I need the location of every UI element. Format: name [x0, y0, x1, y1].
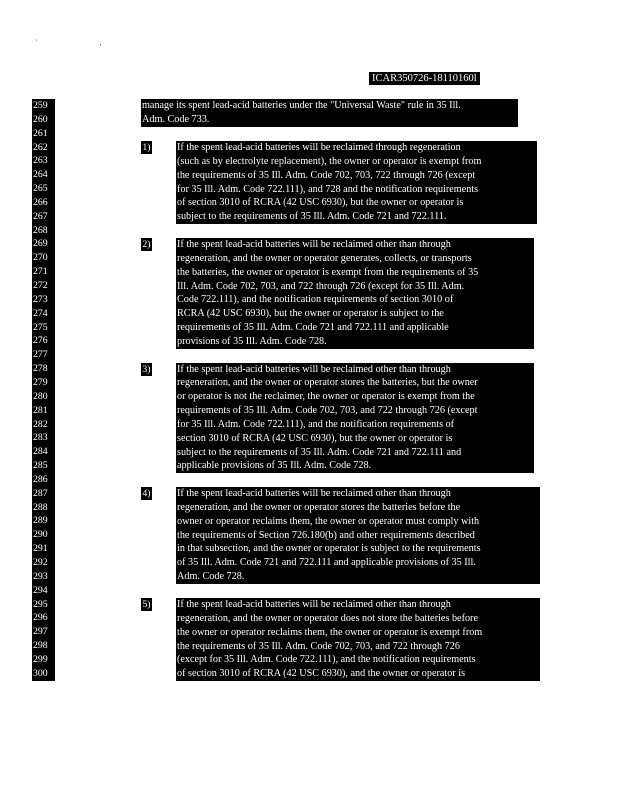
- text-line: for 35 Ill. Adm. Code 722.111), and 728 and the notification requirements: [177, 183, 479, 195]
- line-number: 259: [33, 100, 48, 111]
- line-number: 296: [33, 612, 48, 624]
- text-line: requirements of 35 Ill. Adm. Code 702, 703, and 722 through 726 (except: [177, 405, 478, 417]
- text-line: of section 3010 of RCRA (42 USC 6930), and the owner or operator is: [177, 668, 466, 680]
- line-number: 272: [33, 279, 48, 291]
- text-line: section 3010 of RCRA (42 USC 6930), but the owner or operator is: [177, 432, 453, 444]
- text-line: subject to the requirements of 35 Ill. Adm. Code 721 and 722.111 and: [177, 446, 462, 458]
- line-number: 295: [33, 598, 48, 610]
- text-line: provisions of 35 Ill. Adm. Code 728.: [177, 335, 327, 347]
- text-line: requirements of 35 Ill. Adm. Code 721 and 722.111 and applicable: [177, 322, 449, 334]
- document-id-header: ICAR350726-18110160l: [369, 72, 480, 85]
- text-line: of 35 Ill. Adm. Code 721 and 722.111 and applicable provisions of 35 Ill.: [177, 557, 476, 569]
- text-line: Ill. Adm. Code 702, 703, and 722 through 726 (except for 35 Ill. Adm.: [177, 280, 465, 292]
- line-number: 273: [33, 293, 48, 305]
- line-number: 276: [33, 335, 48, 347]
- line-number: 292: [33, 556, 48, 568]
- text-line: If the spent lead-acid batteries will be reclaimed through regeneration: [177, 142, 461, 153]
- text-line: owner or operator reclaims them, the owner or operator must comply with: [177, 515, 480, 527]
- text-line: the requirements of Section 726.180(b) and other requirements described: [177, 529, 475, 541]
- line-number: 291: [33, 543, 48, 555]
- text-line: If the spent lead-acid batteries will be reclaimed other than through: [177, 488, 451, 499]
- line-number: 261: [33, 127, 48, 139]
- text-line: of section 3010 of RCRA (42 USC 6930), but the owner or operator is: [177, 197, 464, 209]
- line-number: 293: [33, 570, 48, 582]
- line-number: 284: [33, 446, 48, 458]
- item-marker-5: 5): [142, 599, 151, 610]
- line-number: 274: [33, 307, 48, 319]
- line-number: 286: [33, 473, 48, 485]
- text-line: RCRA (42 USC 6930), but the owner or operator is subject to the: [177, 308, 444, 320]
- text-line: regeneration, and the owner or operator stores the batteries, but the owner: [177, 377, 478, 389]
- text-line: for 35 Ill. Adm. Code 722.111), and the notification requirements of: [177, 418, 455, 430]
- line-number: 279: [33, 376, 48, 388]
- item-4-paragraph: [176, 487, 540, 584]
- line-number: 265: [33, 183, 48, 195]
- text-line: If the spent lead-acid batteries will be reclaimed other than through: [177, 239, 451, 250]
- text-line: manage its spent lead-acid batteries under the "Universal Waste" rule in 35 Ill.: [142, 100, 461, 111]
- line-number: 260: [33, 113, 48, 125]
- scan-specks: ' ,: [36, 38, 132, 47]
- line-number-column-bottom: [32, 404, 55, 681]
- line-number: 278: [33, 363, 48, 375]
- line-number: 282: [33, 418, 48, 430]
- intro-paragraph: [141, 99, 518, 127]
- line-number: 263: [33, 155, 48, 167]
- line-number: 290: [33, 529, 48, 541]
- text-line: the batteries, the owner or operator is exempt from the requirements of 35: [177, 266, 479, 278]
- text-line: If the spent lead-acid batteries will be reclaimed other than through: [177, 599, 451, 610]
- text-line: Code 722.111), and the notification requirements of section 3010 of: [177, 294, 454, 306]
- text-line: the owner or operator reclaims them, the owner or operator is exempt from: [177, 626, 483, 638]
- item-marker-3: 3): [142, 363, 151, 375]
- line-number: 266: [33, 196, 48, 208]
- line-number: 275: [33, 321, 48, 333]
- line-number: 269: [33, 238, 48, 250]
- text-line: If the spent lead-acid batteries will be reclaimed other than through: [177, 363, 451, 375]
- text-line: (such as by electrolyte replacement), the owner or operator is exempt from: [177, 155, 482, 167]
- text-line: regeneration, and the owner or operator generates, collects, or transports: [177, 252, 472, 264]
- line-number: 285: [33, 460, 48, 472]
- line-number: 268: [33, 224, 48, 236]
- item-marker-2: 2): [142, 239, 151, 250]
- line-number: 281: [33, 404, 48, 416]
- line-number: 267: [33, 210, 48, 222]
- text-line: in that subsection, and the owner or operator is subject to the requirements: [177, 543, 481, 555]
- line-number: 300: [33, 667, 48, 679]
- text-line: or operator is not the reclaimer, the owner or operator is exempt from the: [177, 391, 475, 403]
- text-line: applicable provisions of 35 Ill. Adm. Code 728.: [177, 460, 372, 472]
- text-line: (except for 35 Ill. Adm. Code 722.111), and the notification requirements: [177, 654, 476, 666]
- line-number: 283: [33, 432, 48, 444]
- line-number: 277: [33, 349, 48, 361]
- line-number: 298: [33, 640, 48, 652]
- item-marker-1: 1): [142, 142, 151, 153]
- item-marker-4: 4): [142, 488, 151, 499]
- text-line: regeneration, and the owner or operator does not store the batteries before: [177, 612, 478, 624]
- item-5-paragraph: [176, 598, 540, 681]
- item-1-paragraph: [176, 141, 537, 224]
- line-number: 297: [33, 626, 48, 638]
- text-line: Adm. Code 733.: [142, 113, 210, 125]
- line-number: 262: [33, 141, 48, 153]
- text-line: the requirements of 35 Ill. Adm. Code 702, 703, 722 through 726 (except: [177, 169, 476, 181]
- line-number: 264: [33, 169, 48, 181]
- text-line: subject to the requirements of 35 Ill. Adm. Code 721 and 722.111.: [177, 211, 447, 223]
- item-3-paragraph: [176, 363, 534, 474]
- line-number-column-top: [32, 99, 55, 404]
- line-number: 288: [33, 501, 48, 513]
- item-2-paragraph: [176, 238, 534, 349]
- line-number: 289: [33, 515, 48, 527]
- line-number: 299: [33, 653, 48, 665]
- line-number: 270: [33, 252, 48, 264]
- line-number: 294: [33, 584, 48, 596]
- text-line: the requirements of 35 Ill. Adm. Code 702, 703, and 722 through 726: [177, 640, 460, 652]
- line-number: 287: [33, 487, 48, 499]
- text-line: Adm. Code 728.: [177, 571, 245, 583]
- text-line: regeneration, and the owner or operator stores the batteries before the: [177, 501, 461, 513]
- line-number: 280: [33, 390, 48, 402]
- line-number: 271: [33, 266, 48, 278]
